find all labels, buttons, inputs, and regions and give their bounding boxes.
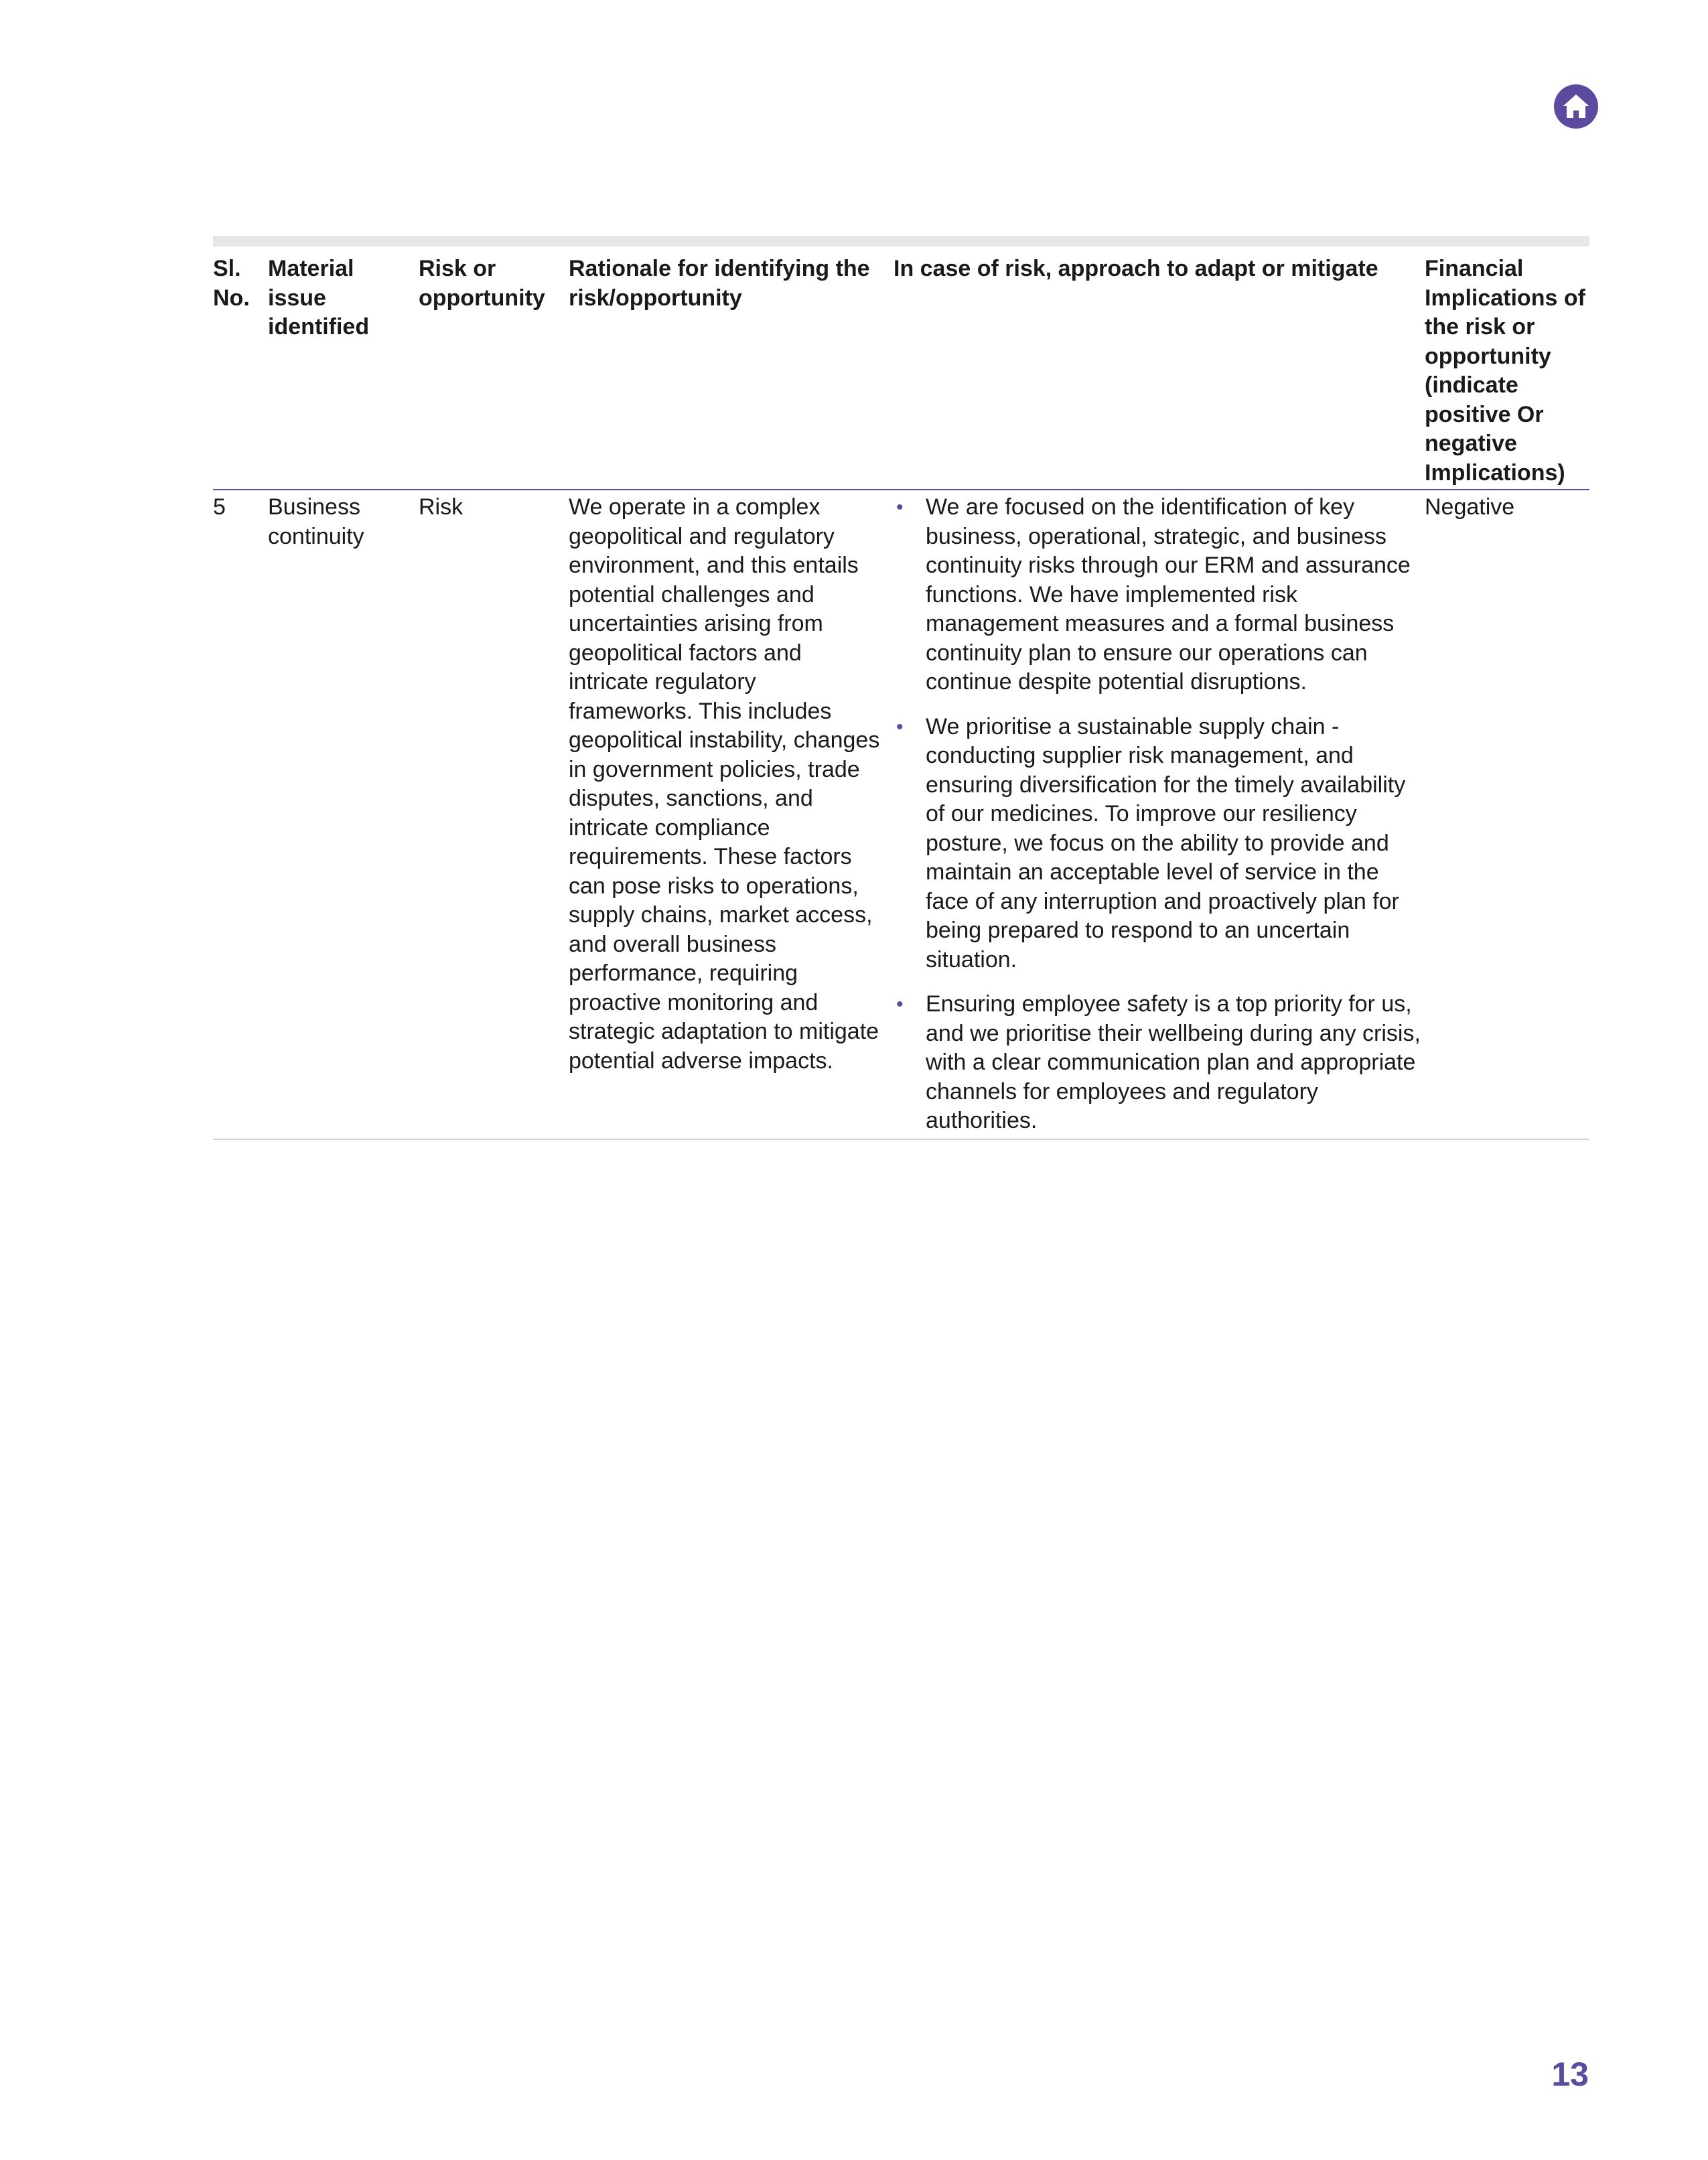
bullet-icon: • [896,715,904,738]
header-sl-no: Sl. No. [213,256,250,311]
header-rationale: Rationale for identifying the risk/opportunity [569,256,870,311]
table-header-row [213,246,1589,490]
approach-item [894,990,1425,1136]
risk-table-container [213,236,1589,1140]
cell-financial-implications: Negative [1425,494,1515,520]
table-top-bar [213,236,1589,246]
header-material-issue: Material issue identified [268,256,370,340]
approach-item-text: We prioritise a sustainable supply chain - conducting supplier risk management, and ensuring diversification for the timely availability of our medicines. To improve our resiliency posture, we focus on the ability to provide and maintain an acceptable level of service in the face of any interruption and proactively plan for being prepared to respond to an uncertain situation. [926,713,1406,973]
approach-item-text: We are focused on the identification of key business, operational, strategic, and business continuity risks through our ERM and assurance functions. We have implemented risk management measures and a formal business continuity plan to ensure our operations can continue despite potential disruptions. [926,494,1411,695]
header-risk-or-opportunity: Risk or opportunity [419,256,545,311]
home-icon-graphic [1553,83,1599,130]
header-financial-implications: Financial Implications of the risk or opportunity (indicate positive Or negative Implications) [1425,256,1585,486]
page-number: 13 [1551,2056,1589,2093]
table-row [213,490,1589,1139]
approach-item-text: Ensuring employee safety is a top priority for us, and we prioritise their wellbeing during any crisis, with a clear communication plan and appropriate channels for employees and regulatory authorities. [926,991,1421,1133]
approach-item [894,713,1425,975]
header-approach: In case of risk, approach to adapt or mitigate [894,256,1378,281]
approach-item [894,493,1425,697]
cell-material-issue: Business continuity [268,494,364,549]
cell-rationale: We operate in a complex geopolitical and regulatory environment, and this entails potential challenges and uncertainties arising from geopolitical factors and intricate regulatory frameworks. This includes geopolitical instability, changes in government policies, trade disputes, sanctions, and intricate compliance requirements. These factors can pose risks to operations, supply chains, market access, and overall business performance, requiring proactive monitoring and strategic adaptation to mitigate potential adverse impacts. [569,494,880,1074]
cell-risk-or-opportunity: Risk [419,494,464,520]
cell-sl-no: 5 [213,494,226,520]
home-icon[interactable] [1553,83,1599,130]
bullet-icon: • [896,993,904,1015]
bullet-icon: • [896,496,904,518]
risk-opportunity-table [213,246,1589,1140]
approach-list [894,493,1425,1136]
cell-approach [894,490,1425,1139]
